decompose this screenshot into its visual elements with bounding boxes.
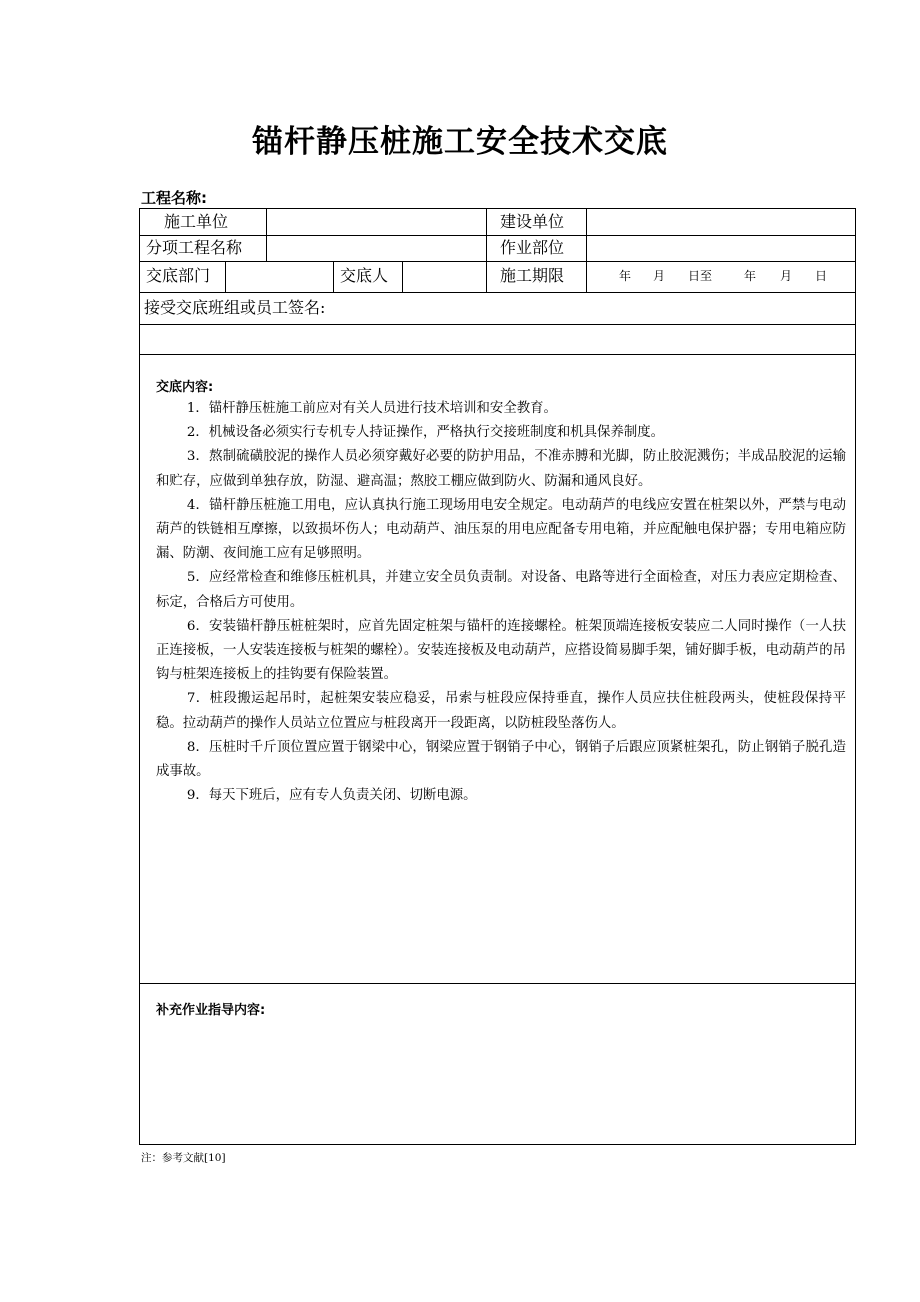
period-year-to: 年 [744, 269, 757, 283]
work-location-label: 作业部位 [500, 238, 565, 257]
briefing-department-field[interactable] [226, 263, 333, 289]
construction-unit-label: 施工单位 [164, 212, 229, 231]
signature-label: 接受交底班组或员工签名: [144, 298, 326, 317]
supplement-heading: 补充作业指导内容: [156, 1003, 266, 1018]
construction-unit-field[interactable] [267, 209, 486, 235]
subproject-name-field[interactable] [267, 235, 486, 261]
briefing-item-1: 1．锚杆静压桩施工前应对有关人员进行技术培训和安全教育。 [186, 401, 557, 416]
signature-field[interactable] [140, 324, 856, 354]
project-name-label: 工程名称: [141, 189, 207, 207]
supplement-field[interactable] [140, 1024, 856, 1144]
period-year-from: 年 [619, 269, 632, 283]
footnote: 注：参考文献[10] [141, 1152, 226, 1164]
construction-period-label: 施工期限 [500, 266, 565, 285]
owner-unit-label: 建设单位 [500, 212, 565, 231]
briefing-item-9: 9．每天下班后，应有专人负责关闭、切断电源。 [186, 788, 477, 804]
briefing-item-7: 7．桩段搬运起吊时，起桩架安装应稳妥，吊索与桩段应保持垂直，操作人员应扶住桩段两头，使桩段保持平稳。拉动葫芦的操作人员站立位置应与桩段离开一段距离，以防桩段坠落伤人。 [156, 691, 846, 731]
briefing-item-6: 6．安装锚杆静压桩桩架时，应首先固定桩架与锚杆的连接螺栓。桩架顶端连接板安装应二人同时操作（一人扶正连接板，一人安装连接板与桩架的螺栓）。安装连接板及电动葫芦，应搭设简易脚手架，铺好脚手板，电动葫芦的吊钩与桩架连接板上的挂钩要有保险装置。 [156, 618, 846, 683]
briefing-content-body [156, 397, 846, 808]
period-day-to: 日至 [688, 269, 713, 283]
briefing-content-heading: 交底内容: [156, 380, 214, 395]
briefing-item-2: 2．机械设备必须实行专机专人持证操作，严格执行交接班制度和机具保养制度。 [186, 425, 665, 441]
briefer-field[interactable] [403, 263, 486, 289]
briefing-department-label: 交底部门 [146, 266, 211, 285]
work-location-field[interactable] [587, 235, 856, 261]
briefing-item-5: 5．应经常检查和维修压桩机具，并建立安全员负责制。对设备、电路等进行全面检查，对压力表应定期检查、标定，合格后方可使用。 [156, 570, 846, 610]
briefing-item-4: 4．锚杆静压桩施工用电，应认真执行施工现场用电安全规定。电动葫芦的电线应安置在桩架以外，严禁与电动葫芦的铁链相互摩擦，以致损坏伤人；电动葫芦、油压泵的用电应配备专用电箱，并应配触电保护器；专用电箱应防漏、防潮、夜间施工应有足够照明。 [156, 497, 846, 562]
subproject-name-label: 分项工程名称 [146, 238, 243, 257]
construction-period-field[interactable] [587, 263, 856, 291]
briefing-item-3: 3．熬制硫磺胶泥的操作人员必须穿戴好必要的防护用品，不准赤膊和光脚，防止胶泥溅伤；半成品胶泥的运输和贮存，应做到单独存放，防湿、避高温；熬胶工棚应做到防火、防漏和通风良好。 [156, 449, 846, 489]
period-month-from: 月 [653, 269, 666, 283]
briefer-label: 交底人 [340, 266, 389, 285]
briefing-item-8: 8．压桩时千斤顶位置应置于钢梁中心，钢梁应置于钢销子中心，钢销子后跟应顶紧桩架孔，防止钢销子脱孔造成事故。 [156, 739, 846, 780]
document-title: 锚杆静压桩施工安全技术交底 [252, 124, 668, 160]
period-day-end: 日 [815, 269, 828, 283]
period-month-to: 月 [780, 269, 793, 283]
briefing-form-table [139, 208, 856, 1145]
owner-unit-field[interactable] [587, 209, 856, 235]
